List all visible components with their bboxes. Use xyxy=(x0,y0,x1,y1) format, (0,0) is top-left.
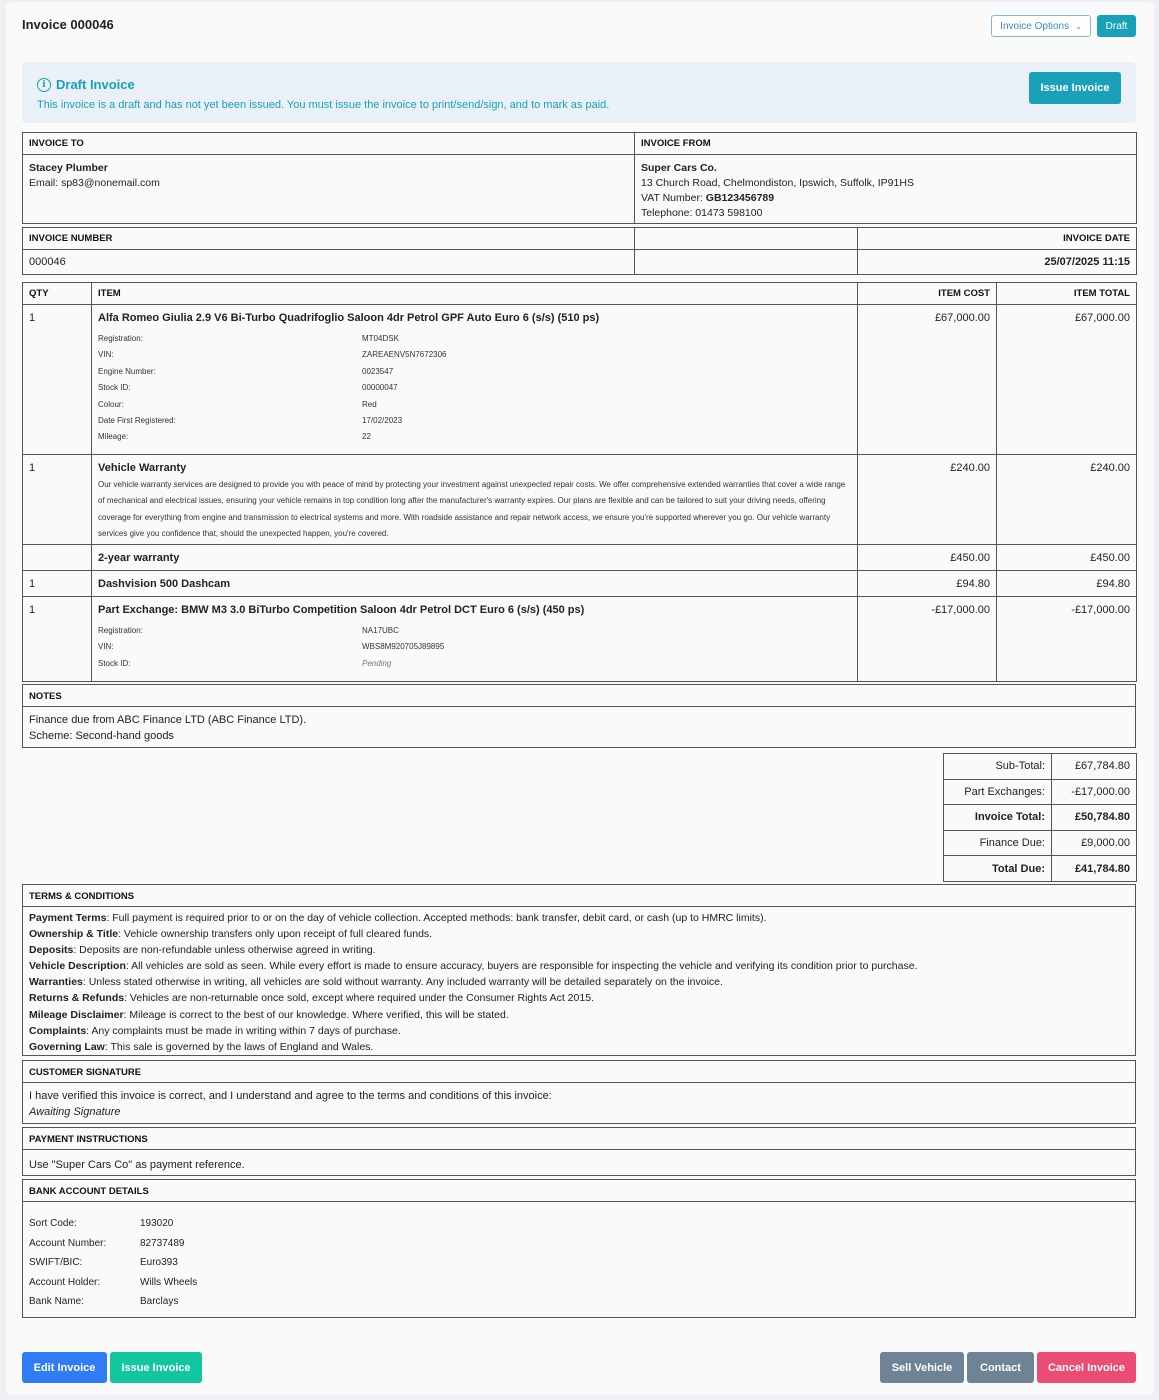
bank-box xyxy=(22,1179,1136,1318)
terms-item: Vehicle Description: All vehicles are sold as seen. While every effort is made to ensure accuracy, buyers are responsible for inspecting the vehicle and verifying its condition prior to purchase. xyxy=(29,960,918,973)
terms-header: TERMS & CONDITIONS xyxy=(23,885,1135,907)
item-total: £67,000.00 xyxy=(997,305,1137,455)
table-row xyxy=(23,571,1137,597)
item-cell xyxy=(92,571,858,597)
item-cost: £240.00 xyxy=(858,455,997,545)
terms-item: Deposits: Deposits are non-refundable unless otherwise agreed in writing. xyxy=(29,944,376,957)
empty-header xyxy=(635,228,858,250)
table-row xyxy=(23,455,1137,545)
bank-details: Sort Code: 193020 Account Number: 82737489 SWIFT/BIC: Euro393 Account Holder: Wills Wheels Bank Name: Barclays xyxy=(29,1218,198,1308)
terms-item: Ownership & Title: Vehicle ownership transfers only upon receipt of full cleared funds. xyxy=(29,928,433,941)
item-cost: £67,000.00 xyxy=(858,305,997,455)
item-qty: 1 xyxy=(23,597,92,682)
totals-row: Invoice Total: £50,784.80 xyxy=(944,805,1137,831)
item-cell xyxy=(92,455,858,545)
alert-issue-invoice-button[interactable]: Issue Invoice xyxy=(1029,72,1121,104)
items-table xyxy=(22,282,1137,682)
totals-row: Part Exchanges: -£17,000.00 xyxy=(944,779,1137,805)
bank-header: BANK ACCOUNT DETAILS xyxy=(23,1180,1135,1202)
alert-text: This invoice is a draft and has not yet been issued. You must issue the invoice to print/send/sign, and to mark as paid. xyxy=(37,99,610,111)
invoice-date: 25/07/2025 11:15 xyxy=(858,250,1137,275)
cancel-invoice-button[interactable]: Cancel Invoice xyxy=(1037,1352,1136,1383)
payment-header: PAYMENT INSTRUCTIONS xyxy=(23,1128,1135,1150)
company-name: Super Cars Co. xyxy=(641,162,717,174)
item-total: -£17,000.00 xyxy=(997,597,1137,682)
invoice-number: 000046 xyxy=(23,250,635,275)
totals-row: Total Due: £41,784.80 xyxy=(944,856,1137,882)
sell-vehicle-button[interactable]: Sell Vehicle xyxy=(880,1352,964,1383)
item-total: £240.00 xyxy=(997,455,1137,545)
invoice-meta-table xyxy=(22,227,1137,275)
pending-value: Pending xyxy=(362,658,392,668)
empty-cell xyxy=(635,250,858,275)
customer-name: Stacey Plumber xyxy=(29,162,108,174)
signature-status: Awaiting Signature xyxy=(29,1106,121,1118)
parties-table xyxy=(22,132,1137,224)
totals-row: Sub-Total: £67,784.80 xyxy=(944,754,1137,780)
part-exchange-details: Registration: NA17UBC VIN: WBS8M920705J89895 Stock ID: Pending xyxy=(98,626,851,675)
item-total-header: ITEM TOTAL xyxy=(997,283,1137,305)
item-qty xyxy=(23,545,92,571)
item-qty: 1 xyxy=(23,305,92,455)
alert-title: Draft Invoice xyxy=(56,77,135,92)
alert-title-row xyxy=(37,77,135,92)
terms-item: Mileage Disclaimer: Mileage is correct to the best of our knowledge. Where verified, this will be stated. xyxy=(29,1008,509,1021)
invoice-options-label: Invoice Options xyxy=(1000,20,1070,32)
item-total: £94.80 xyxy=(997,571,1137,597)
item-total: £450.00 xyxy=(997,545,1137,571)
totals-table xyxy=(943,753,1137,882)
terms-body xyxy=(23,907,1135,1061)
warranty-description: Our vehicle warranty services are designed to provide you with peace of mind by protecting your investment against unexpected repair costs. We offer comprehensive extended warranties that cover a wide range of mechanical and electrical issues, ensuring your vehicle remains in top condition long after the manufacturer's warranty expires. Our plans are flexible and can be tailored to suit your driving needs, offering coverage for everything from engine and transmission to electrical systems and more. With roadside assistance and repair network access, we ensure you're supported wherever you go. Our vehicle warranty services give you confidence that, should the unexpected happen, you're covered. xyxy=(98,480,846,539)
signature-header: CUSTOMER SIGNATURE xyxy=(23,1061,1135,1083)
item-title: Alfa Romeo Giulia 2.9 V6 Bi-Turbo Quadrifoglio Saloon 4dr Petrol GPF Auto Euro 6 (s/s) (510 ps) xyxy=(98,312,600,324)
item-cost-header: ITEM COST xyxy=(858,283,997,305)
signature-body xyxy=(23,1083,1135,1126)
invoice-to-cell xyxy=(23,155,635,224)
invoice-date-header: INVOICE DATE xyxy=(858,228,1137,250)
company-vat: VAT Number: GB123456789 xyxy=(641,192,775,204)
item-qty: 1 xyxy=(23,571,92,597)
notes-box xyxy=(22,684,1136,748)
signature-text: I have verified this invoice is correct, and I understand and agree to the terms and conditions of this invoice: xyxy=(29,1090,552,1102)
draft-alert xyxy=(22,62,1136,123)
item-title: Dashvision 500 Dashcam xyxy=(98,577,231,590)
item-header: ITEM xyxy=(92,283,858,305)
item-title: Vehicle Warranty xyxy=(98,462,187,474)
page-title: Invoice 000046 xyxy=(22,17,114,32)
terms-item: Payment Terms: Full payment is required prior to or on the day of vehicle collection. Accepted methods: bank transfer, debit card, or cash (up to HMRC limits). xyxy=(29,912,767,924)
item-cell xyxy=(92,305,858,455)
notes-header: NOTES xyxy=(23,685,1135,707)
chevron-down-icon: ⌄ xyxy=(1075,21,1082,31)
item-title: 2-year warranty xyxy=(98,551,180,564)
item-title: Part Exchange: BMW M3 3.0 BiTurbo Competition Saloon 4dr Petrol DCT Euro 6 (s/s) (450 ps) xyxy=(98,604,585,616)
info-icon: i xyxy=(37,78,51,92)
invoice-from-cell xyxy=(635,155,1137,224)
invoice-options-dropdown[interactable] xyxy=(991,15,1091,37)
terms-item: Warranties: Unless stated otherwise in writing, all vehicles are sold without warranty. Any included warranty will be detailed separately on the invoice. xyxy=(29,976,723,989)
vehicle-details: Registration: MT04DSK VIN: ZAREAENV5N7672306 Engine Number: 0023547 Stock ID: 00000047 Colour: Red Date First Registered: 17/02/2023 Mileage: 22 xyxy=(98,334,447,442)
edit-invoice-button[interactable]: Edit Invoice xyxy=(22,1352,107,1383)
issue-invoice-button[interactable]: Issue Invoice xyxy=(110,1352,202,1383)
notes-body: Finance due from ABC Finance LTD (ABC Finance LTD). Scheme: Second-hand goods xyxy=(29,714,307,742)
bank-body xyxy=(23,1202,1135,1320)
table-row xyxy=(23,545,1137,571)
terms-box xyxy=(22,884,1136,1056)
signature-box xyxy=(22,1060,1136,1124)
customer-email: Email: sp83@nonemail.com xyxy=(29,177,160,189)
totals-row: Finance Due: £9,000.00 xyxy=(944,830,1137,856)
item-cost: -£17,000.00 xyxy=(858,597,997,682)
payment-text: Use "Super Cars Co" as payment reference. xyxy=(29,1159,245,1171)
invoice-to-header: INVOICE TO xyxy=(23,133,635,155)
invoice-from-header: INVOICE FROM xyxy=(635,133,1137,155)
table-row xyxy=(23,305,1137,455)
company-address: 13 Church Road, Chelmondiston, Ipswich, Suffolk, IP91HS xyxy=(641,177,914,189)
status-badge[interactable]: Draft xyxy=(1097,15,1136,37)
item-cost: £94.80 xyxy=(858,571,997,597)
item-cell xyxy=(92,597,858,682)
invoice-number-header: INVOICE NUMBER xyxy=(23,228,635,250)
terms-item: Governing Law: This sale is governed by the laws of England and Wales. xyxy=(29,1040,374,1053)
payment-box xyxy=(22,1127,1136,1176)
vat-number: GB123456789 xyxy=(705,192,775,204)
item-cost: £450.00 xyxy=(858,545,997,571)
item-cell xyxy=(92,545,858,571)
company-phone: Telephone: 01473 598100 xyxy=(641,207,763,219)
table-row xyxy=(23,597,1137,682)
qty-header: QTY xyxy=(23,283,92,305)
terms-item: Complaints: Any complaints must be made in writing within 7 days of purchase. xyxy=(29,1024,401,1037)
contact-button[interactable]: Contact xyxy=(967,1352,1034,1383)
item-qty: 1 xyxy=(23,455,92,545)
terms-item: Returns & Refunds: Vehicles are non-returnable once sold, except where required under the Consumer Rights Act 2015. xyxy=(29,992,594,1005)
